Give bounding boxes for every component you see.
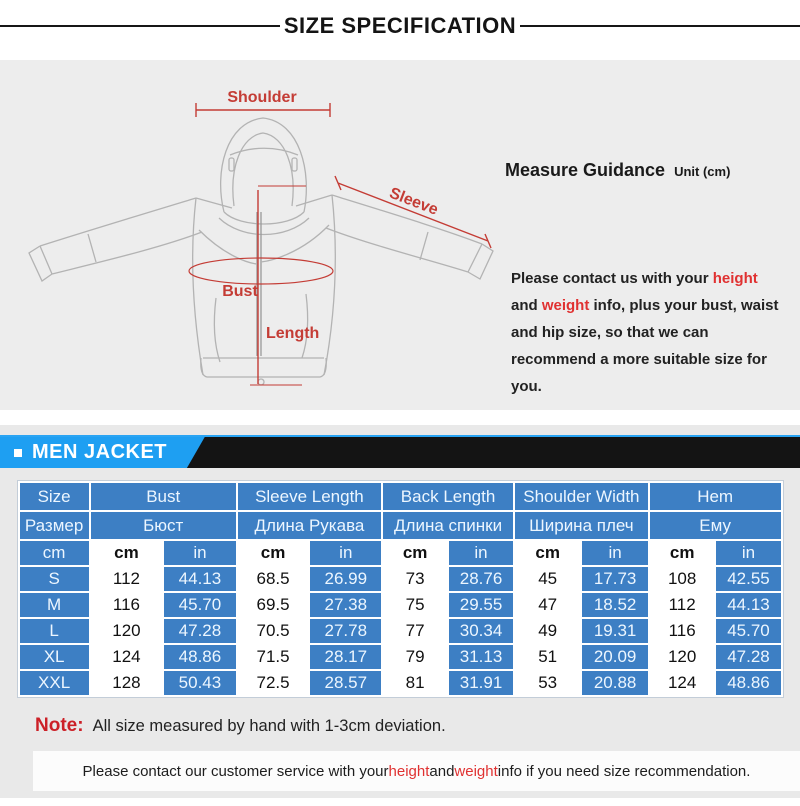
note-text: All size measured by hand with 1-3cm deviation.	[92, 717, 446, 735]
value-cell: 44.13	[715, 592, 781, 618]
value-cell: 28.57	[309, 670, 382, 696]
value-cell: 42.55	[715, 566, 781, 592]
value-cell: 28.76	[448, 566, 514, 592]
contact-line: Please contact our customer service with your height and weight info if you need size recommendation.	[33, 751, 800, 791]
length-label: Length	[266, 325, 320, 342]
table-row	[19, 618, 782, 644]
column-header-en: Back Length	[382, 482, 514, 511]
column-header-ru: Размер	[19, 511, 90, 540]
unit-row	[19, 540, 782, 566]
column-header-en: Shoulder Width	[514, 482, 649, 511]
measurement-annotations	[189, 103, 491, 385]
value-cell: 18.52	[581, 592, 648, 618]
value-cell: 20.88	[581, 670, 648, 696]
size-cell: S	[19, 566, 90, 592]
column-header-en: Size	[19, 482, 90, 511]
unit-label: Unit (cm)	[674, 164, 731, 179]
value-cell: 69.5	[237, 592, 310, 618]
header-row-ru	[19, 511, 782, 540]
column-header-ru: Длина спинки	[382, 511, 514, 540]
bust-label: Bust	[222, 283, 258, 300]
title-rule-left	[0, 25, 280, 27]
men-jacket-banner	[0, 435, 800, 468]
size-table	[18, 481, 783, 697]
unit-cell-in: in	[309, 540, 382, 566]
column-header-ru: Длина Рукава	[237, 511, 382, 540]
title-rule-right	[520, 25, 800, 27]
value-cell: 47.28	[715, 644, 781, 670]
note-line	[35, 715, 800, 737]
value-cell: 26.99	[309, 566, 382, 592]
value-cell: 51	[514, 644, 581, 670]
value-cell: 79	[382, 644, 448, 670]
value-cell: 27.38	[309, 592, 382, 618]
measure-guidance-heading	[505, 160, 785, 181]
value-cell: 31.13	[448, 644, 514, 670]
value-cell: 81	[382, 670, 448, 696]
value-cell: 72.5	[237, 670, 310, 696]
column-header-ru: Ему	[649, 511, 782, 540]
value-cell: 120	[90, 618, 163, 644]
column-header-ru: Бюст	[90, 511, 237, 540]
value-cell: 27.78	[309, 618, 382, 644]
size-cell: L	[19, 618, 90, 644]
note-label: Note:	[35, 715, 84, 736]
table-row	[19, 566, 782, 592]
value-cell: 77	[382, 618, 448, 644]
unit-cell-in: in	[715, 540, 781, 566]
measure-guidance-panel	[0, 60, 800, 410]
value-cell: 44.13	[163, 566, 236, 592]
unit-cell-cm: cm	[90, 540, 163, 566]
value-cell: 31.91	[448, 670, 514, 696]
value-cell: 49	[514, 618, 581, 644]
measure-guidance-title: Measure Guidance	[505, 160, 666, 180]
value-cell: 124	[90, 644, 163, 670]
jacket-diagram	[0, 60, 500, 410]
value-cell: 20.09	[581, 644, 648, 670]
value-cell: 71.5	[237, 644, 310, 670]
value-cell: 112	[649, 592, 716, 618]
value-cell: 45.70	[715, 618, 781, 644]
value-cell: 68.5	[237, 566, 310, 592]
unit-cell-in: in	[163, 540, 236, 566]
value-cell: 124	[649, 670, 716, 696]
unit-cell-cm: cm	[514, 540, 581, 566]
value-cell: 116	[649, 618, 716, 644]
unit-cell: cm	[19, 540, 90, 566]
banner-bullet-icon	[14, 449, 22, 457]
value-cell: 50.43	[163, 670, 236, 696]
size-cell: XL	[19, 644, 90, 670]
sleeve-label: Sleeve	[386, 184, 441, 219]
unit-cell-in: in	[448, 540, 514, 566]
value-cell: 116	[90, 592, 163, 618]
table-row	[19, 670, 782, 696]
unit-cell-cm: cm	[382, 540, 448, 566]
value-cell: 112	[90, 566, 163, 592]
size-cell: M	[19, 592, 90, 618]
header-row-en	[19, 482, 782, 511]
unit-cell-cm: cm	[237, 540, 310, 566]
value-cell: 120	[649, 644, 716, 670]
size-advice-paragraph: Please contact us with your height and weight info, plus your bust, waist and hip size, so that we can recommend a more suitable size for you.	[511, 270, 779, 395]
column-header-en: Bust	[90, 482, 237, 511]
value-cell: 30.34	[448, 618, 514, 644]
unit-cell-cm: cm	[649, 540, 716, 566]
table-row	[19, 592, 782, 618]
value-cell: 47.28	[163, 618, 236, 644]
value-cell: 45	[514, 566, 581, 592]
value-cell: 45.70	[163, 592, 236, 618]
jacket-outline	[29, 118, 493, 385]
page-title: SIZE SPECIFICATION	[283, 13, 517, 38]
column-header-en: Sleeve Length	[237, 482, 382, 511]
value-cell: 73	[382, 566, 448, 592]
value-cell: 48.86	[163, 644, 236, 670]
size-table-section	[0, 425, 800, 798]
value-cell: 29.55	[448, 592, 514, 618]
value-cell: 28.17	[309, 644, 382, 670]
banner-label: MEN JACKET	[32, 441, 168, 463]
shoulder-label: Shoulder	[227, 89, 297, 106]
value-cell: 17.73	[581, 566, 648, 592]
page-header	[0, 6, 800, 46]
size-cell: XXL	[19, 670, 90, 696]
unit-cell-in: in	[581, 540, 648, 566]
value-cell: 75	[382, 592, 448, 618]
value-cell: 128	[90, 670, 163, 696]
value-cell: 47	[514, 592, 581, 618]
value-cell: 19.31	[581, 618, 648, 644]
value-cell: 48.86	[715, 670, 781, 696]
column-header-en: Hem	[649, 482, 782, 511]
measure-guidance-block	[505, 160, 785, 400]
value-cell: 108	[649, 566, 716, 592]
value-cell: 53	[514, 670, 581, 696]
column-header-ru: Ширина плеч	[514, 511, 649, 540]
table-row	[19, 644, 782, 670]
value-cell: 70.5	[237, 618, 310, 644]
